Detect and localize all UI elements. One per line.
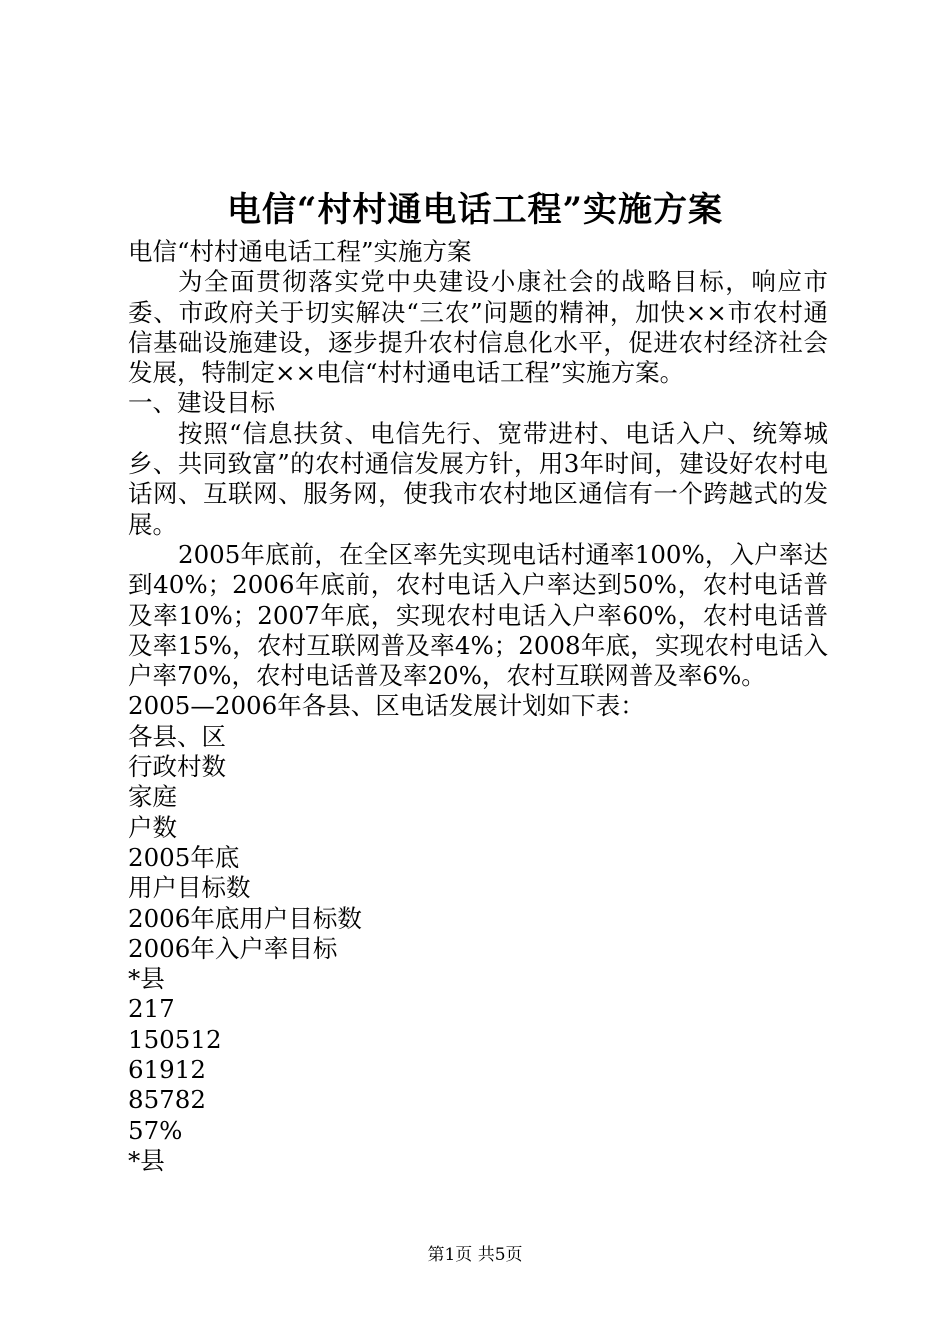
table-cell: 家庭 xyxy=(128,782,177,812)
table-intro: 2005—2006年各县、区电话发展计划如下表： xyxy=(128,691,645,721)
table-cell: 85782 xyxy=(128,1085,206,1115)
section-heading: 一、建设目标 xyxy=(128,388,275,418)
table-cell: 150512 xyxy=(128,1024,222,1054)
table-cell: 用户目标数 xyxy=(128,873,251,903)
table-cell: 2006年底用户目标数 xyxy=(128,903,362,933)
table-cell: 61912 xyxy=(128,1055,206,1085)
table-content xyxy=(128,722,828,1176)
targets-paragraph: 2005年底前，在全区率先实现电话村通率100%，入户率达到40%；2006年底前，农村电话入户率达到50%，农村电话普及率10%；2007年底，实现农村电话入户率60%，农村电话普及率15%，农村互联网普及率4%；2008年底，实现农村电话入户率70%，农村电话普及率20%，农村互联网普及率6%。 xyxy=(128,539,828,691)
table-cell: *县 xyxy=(128,964,165,994)
table-cell: 各县、区 xyxy=(128,721,226,751)
table-cell: 行政村数 xyxy=(128,752,226,782)
document-title: 电信“村村通电话工程”实施方案 xyxy=(226,190,724,230)
document-body xyxy=(128,237,828,1176)
page-footer: 第1页 共5页 xyxy=(427,1245,523,1265)
goal-paragraph: 按照“信息扶贫、电信先行、宽带进村、电话入户、统筹城乡、共同致富”的农村通信发展方针，用3年时间，建设好农村电话网、互联网、服务网，使我市农村地区通信有一个跨越式的发展。 xyxy=(128,418,828,539)
intro-paragraph: 为全面贯彻落实党中央建设小康社会的战略目标，响应市委、市政府关于切实解决“三农”问题的精神，加快××市农村通信基础设施建设，逐步提升农村信息化水平，促进农村经济社会发展，特制定××电信“村村通电话工程”实施方案。 xyxy=(128,267,828,388)
table-cell: 57% xyxy=(128,1115,183,1145)
table-cell: *县 xyxy=(128,1145,165,1175)
document-subtitle: 电信“村村通电话工程”实施方案 xyxy=(128,237,472,266)
table-cell: 2005年底 xyxy=(128,842,240,872)
table-cell: 户数 xyxy=(128,812,177,842)
table-cell: 217 xyxy=(128,994,175,1024)
table-cell: 2006年入户率目标 xyxy=(128,933,338,963)
